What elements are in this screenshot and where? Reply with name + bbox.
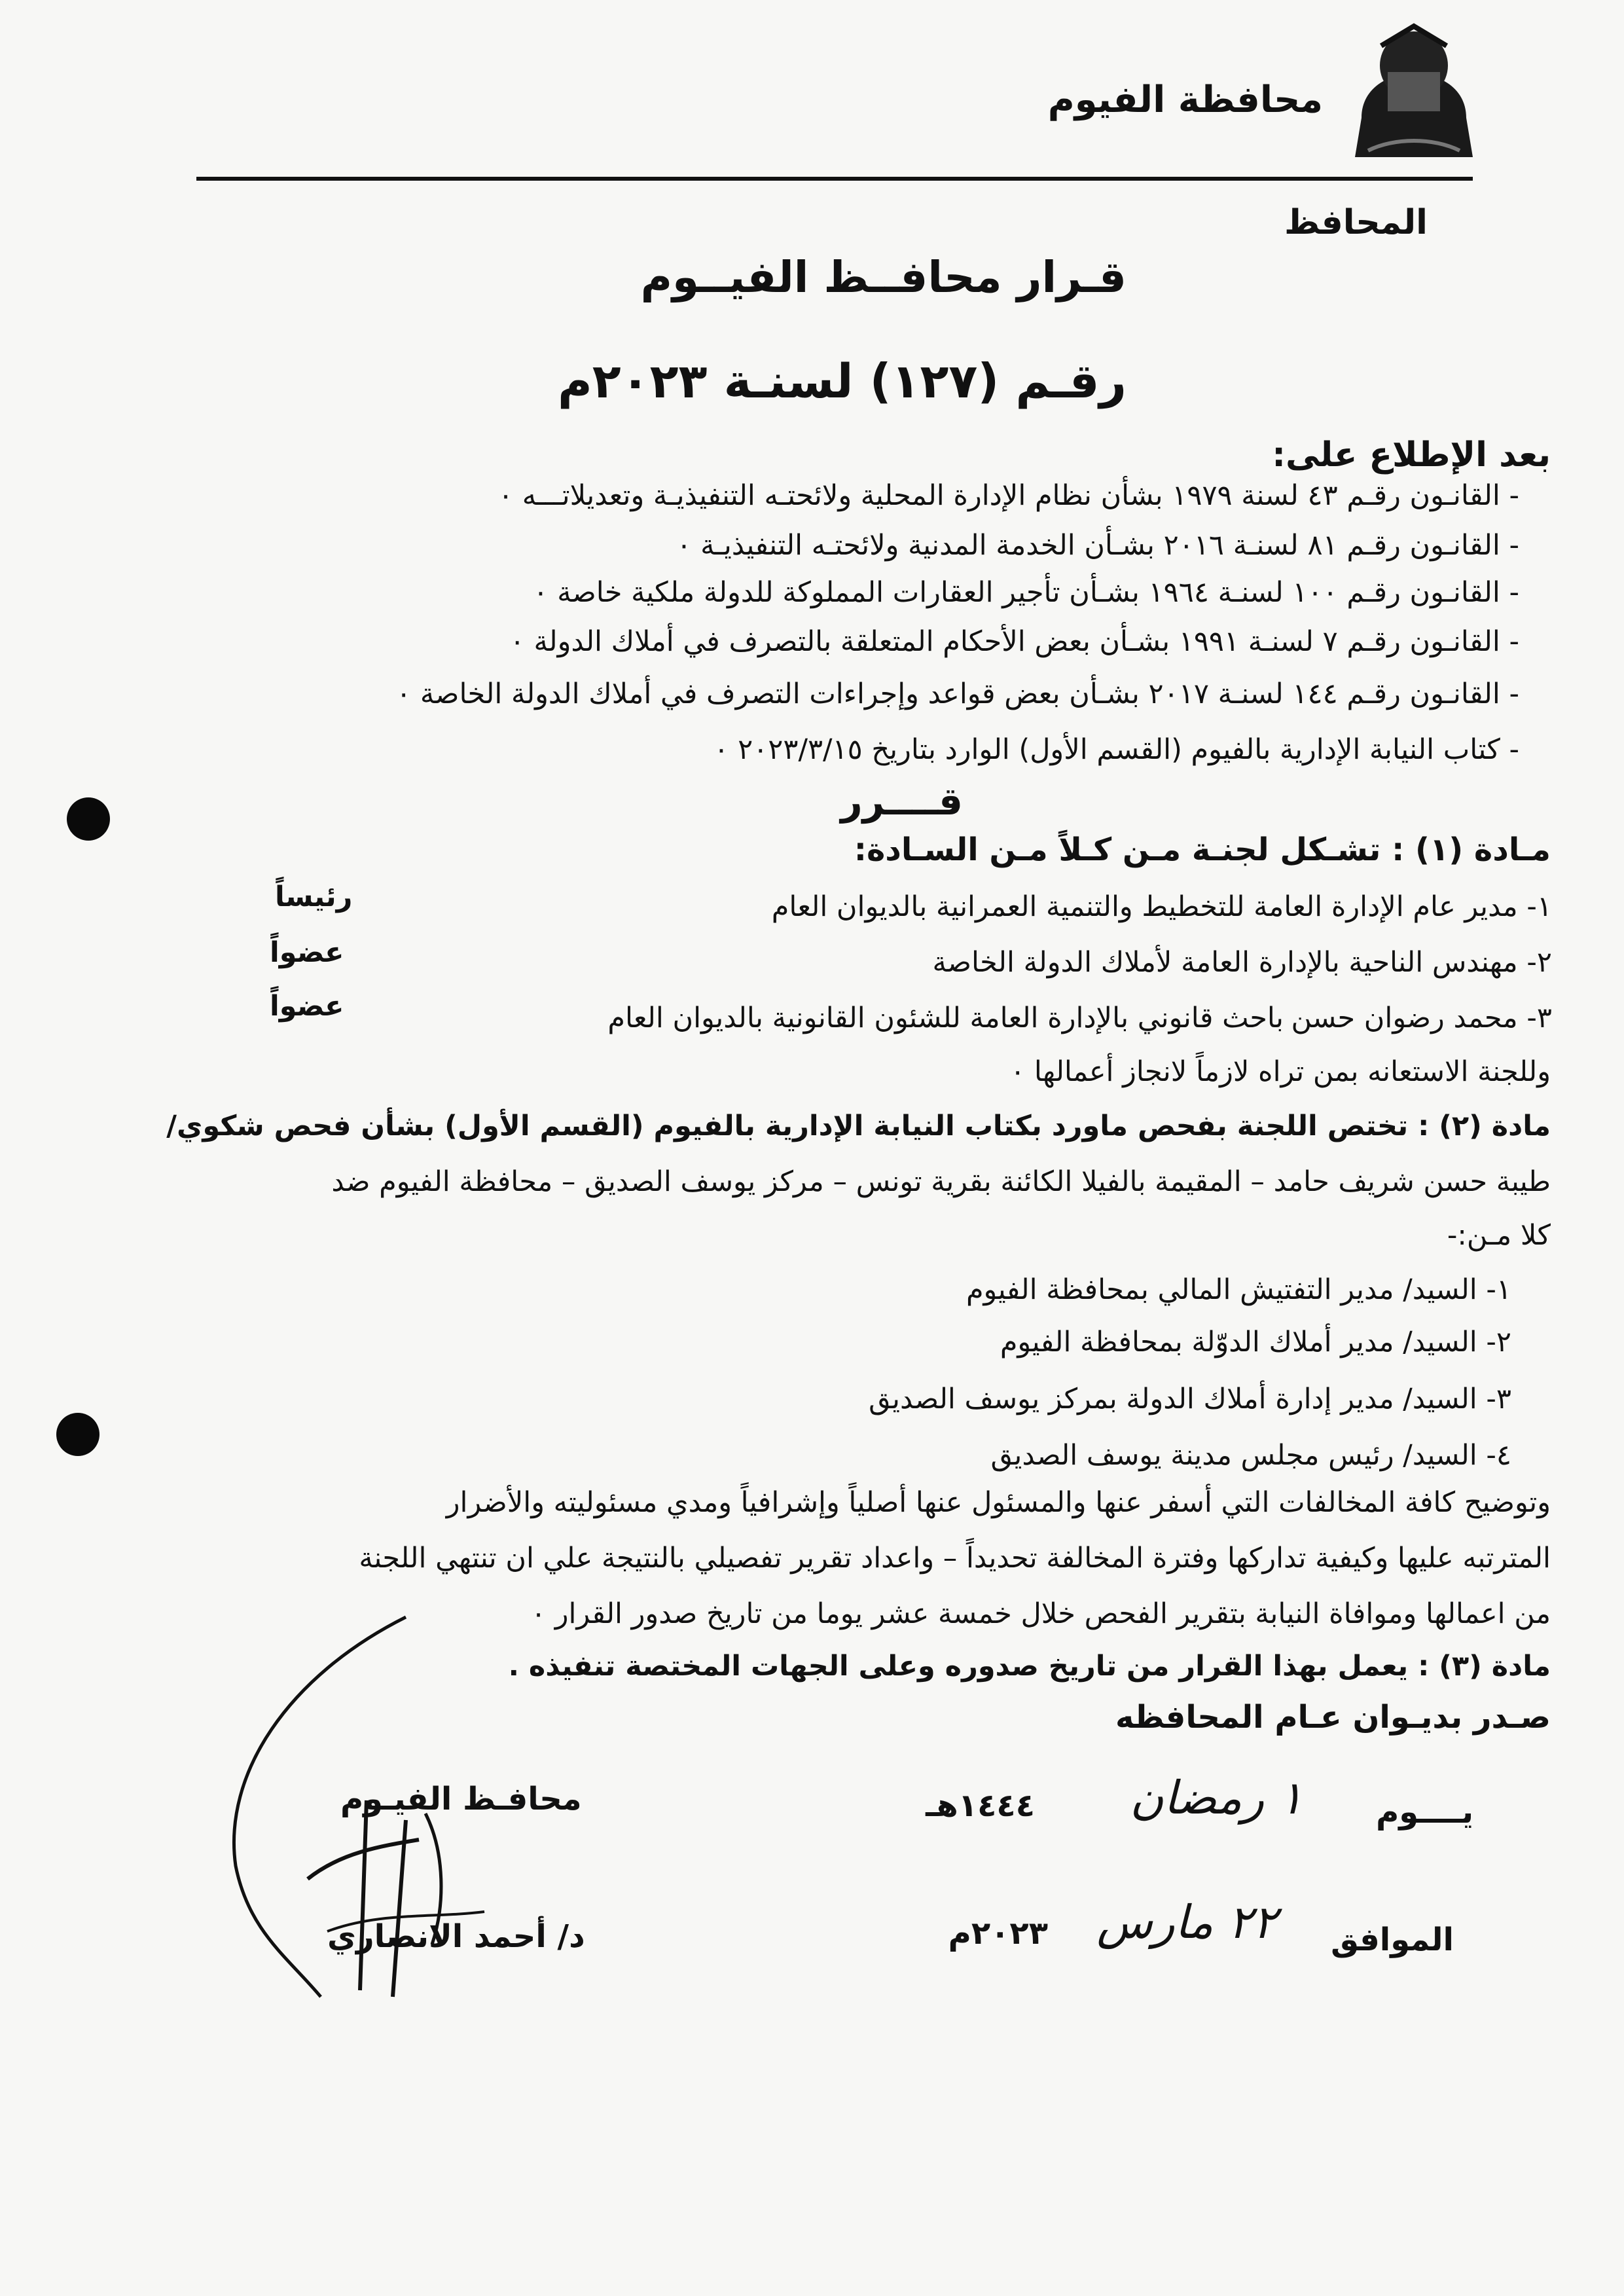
preamble-item-3: - القانـون رقـم ١٠٠ لسنـة ١٩٦٤ بشـأن تأجير العقارات المملوكة للدولة ملكية خاصة ٠ <box>533 576 1519 609</box>
governorate-emblem <box>1342 20 1486 173</box>
signatory-title: محافـظ الفيـوم <box>340 1781 582 1817</box>
article3-text: مادة (٣) : يعمل بهذا القرار من تاريخ صدوره وعلى الجهات المختصة تنفيذه . <box>508 1650 1551 1683</box>
preamble-heading: بعد الإطلاع على: <box>1272 435 1551 475</box>
article2-para-2: المترتبه عليها وكيفية تداركها وفترة المخالفة تحديداً – واعداد تقرير تفصيلي بالنتيجة علي ان تنتهي اللجنة <box>359 1542 1551 1575</box>
decision-number: رقـم (١٢٧) لسنـة ٢٠٢٣م <box>557 354 1127 409</box>
article2-item-4: ٤- السيد/ رئيس مجلس مدينة يوسف الصديق <box>990 1439 1511 1472</box>
article2-para-3: من اعمالها وموافاة النيابة بتقرير الفحص خلال خمسة عشر يوما من تاريخ صدور القرار ٠ <box>530 1597 1551 1630</box>
article2-item-1: ١- السيد/ مدير التفتيش المالي بمحافظة الفيوم <box>965 1273 1511 1306</box>
article2-line-2: طيبة حسن شريف حامد – المقيمة بالفيلا الكائنة بقرية تونس – مركز يوسف الصديق – محافظة الفيوم ضد <box>331 1165 1551 1198</box>
preamble-item-4: - القانـون رقـم ٧ لسنـة ١٩٩١ بشـأن بعض الأحكام المتعلقة بالتصرف في أملاك الدولة ٠ <box>509 625 1519 658</box>
punch-hole-top <box>67 797 110 841</box>
gregorian-year: ٢٠٢٣م <box>948 1915 1048 1952</box>
office-label: المحافظ <box>1284 203 1428 242</box>
header-rule <box>196 177 1473 181</box>
preamble-item-1: - القانـون رقـم ٤٣ لسنة ١٩٧٩ بشأن نظام الإدارة المحلية ولائحتـه التنفيذيـة وتعديلاتـــه ٠ <box>497 479 1519 512</box>
article1-member-2-role: عضواً <box>270 936 344 969</box>
article2-item-2: ٢- السيد/ مدير أملاك الدوّلة بمحافظة الفيوم <box>1000 1326 1511 1358</box>
decides-heading: قــــرر <box>840 779 963 824</box>
preamble-item-2: - القانـون رقـم ٨١ لسنـة ٢٠١٦ بشـأن الخدمة المدنية ولائحتـه التنفيذيـة ٠ <box>676 529 1519 562</box>
hijri-year: ١٤٤٤هـ <box>926 1787 1035 1824</box>
article1-member-1-role: رئيساً <box>275 881 353 913</box>
corresponding-label: الموافق <box>1331 1922 1454 1958</box>
issued-line: صـدر بديـوان عـام المحافظه <box>1115 1699 1551 1736</box>
handwritten-signature <box>209 1604 576 2013</box>
article2-para-1: وتوضيح كافة المخالفات التي أسفر عنها والمسئول عنها أصلياً وإشرافياً ومدي مسئوليته والأضرار <box>446 1486 1551 1519</box>
article1-heading: مـادة (١) : تشـكل لجنـة مـن كـلاً مـن السـادة: <box>854 831 1551 868</box>
decision-title: قـرار محافــظ الفيــوم <box>640 252 1127 302</box>
article1-member-3-role: عضواً <box>270 990 344 1023</box>
corresponding-handwritten: ٢٢ مارس <box>1096 1895 1277 1949</box>
article1-member-2: ٢- مهندس الناحية بالإدارة العامة لأملاك الدولة الخاصة <box>932 946 1552 979</box>
article1-member-3-post: باحث قانوني بالإدارة العامة للشئون القانونية بالديوان العام <box>607 1002 1284 1034</box>
article2-line-1: مادة (٢) : تختص اللجنة بفحص ماورد بكتاب النيابة الإدارية بالفيوم (القسم الأول) بشأن فحص شكوي/ <box>166 1110 1551 1142</box>
article1-member-3-name: ٣- محمد رضوان حسن <box>1291 1002 1552 1034</box>
punch-hole-bottom <box>56 1413 99 1456</box>
day-label: يــــوم <box>1376 1794 1473 1831</box>
preamble-item-5: - القانـون رقـم ١٤٤ لسنـة ٢٠١٧ بشـأن بعض قواعد وإجراءات التصرف في أملاك الدولة الخاصة ٠ <box>396 678 1519 710</box>
article1-note: وللجنة الاستعانه بمن تراه لازماً لانجاز أعمالها ٠ <box>1010 1055 1551 1088</box>
preamble-item-6: - كتاب النيابة الإدارية بالفيوم (القسم الأول) الوارد بتاريخ ٢٠٢٣/٣/١٥ ٠ <box>713 733 1519 766</box>
article2-line-3: كلا مـن:- <box>1447 1219 1551 1252</box>
article2-item-3: ٣- السيد/ مدير إدارة أملاك الدولة بمركز يوسف الصديق <box>869 1383 1511 1415</box>
day-handwritten: ١ رمضان <box>1130 1771 1303 1825</box>
governorate-name: محافظة الفيوم <box>1047 79 1323 121</box>
signatory-name: د/ أحمد الانصاري <box>327 1918 585 1955</box>
article1-member-1: ١- مدير عام الإدارة العامة للتخطيط والتنمية العمرانية بالديوان العام <box>771 890 1552 923</box>
